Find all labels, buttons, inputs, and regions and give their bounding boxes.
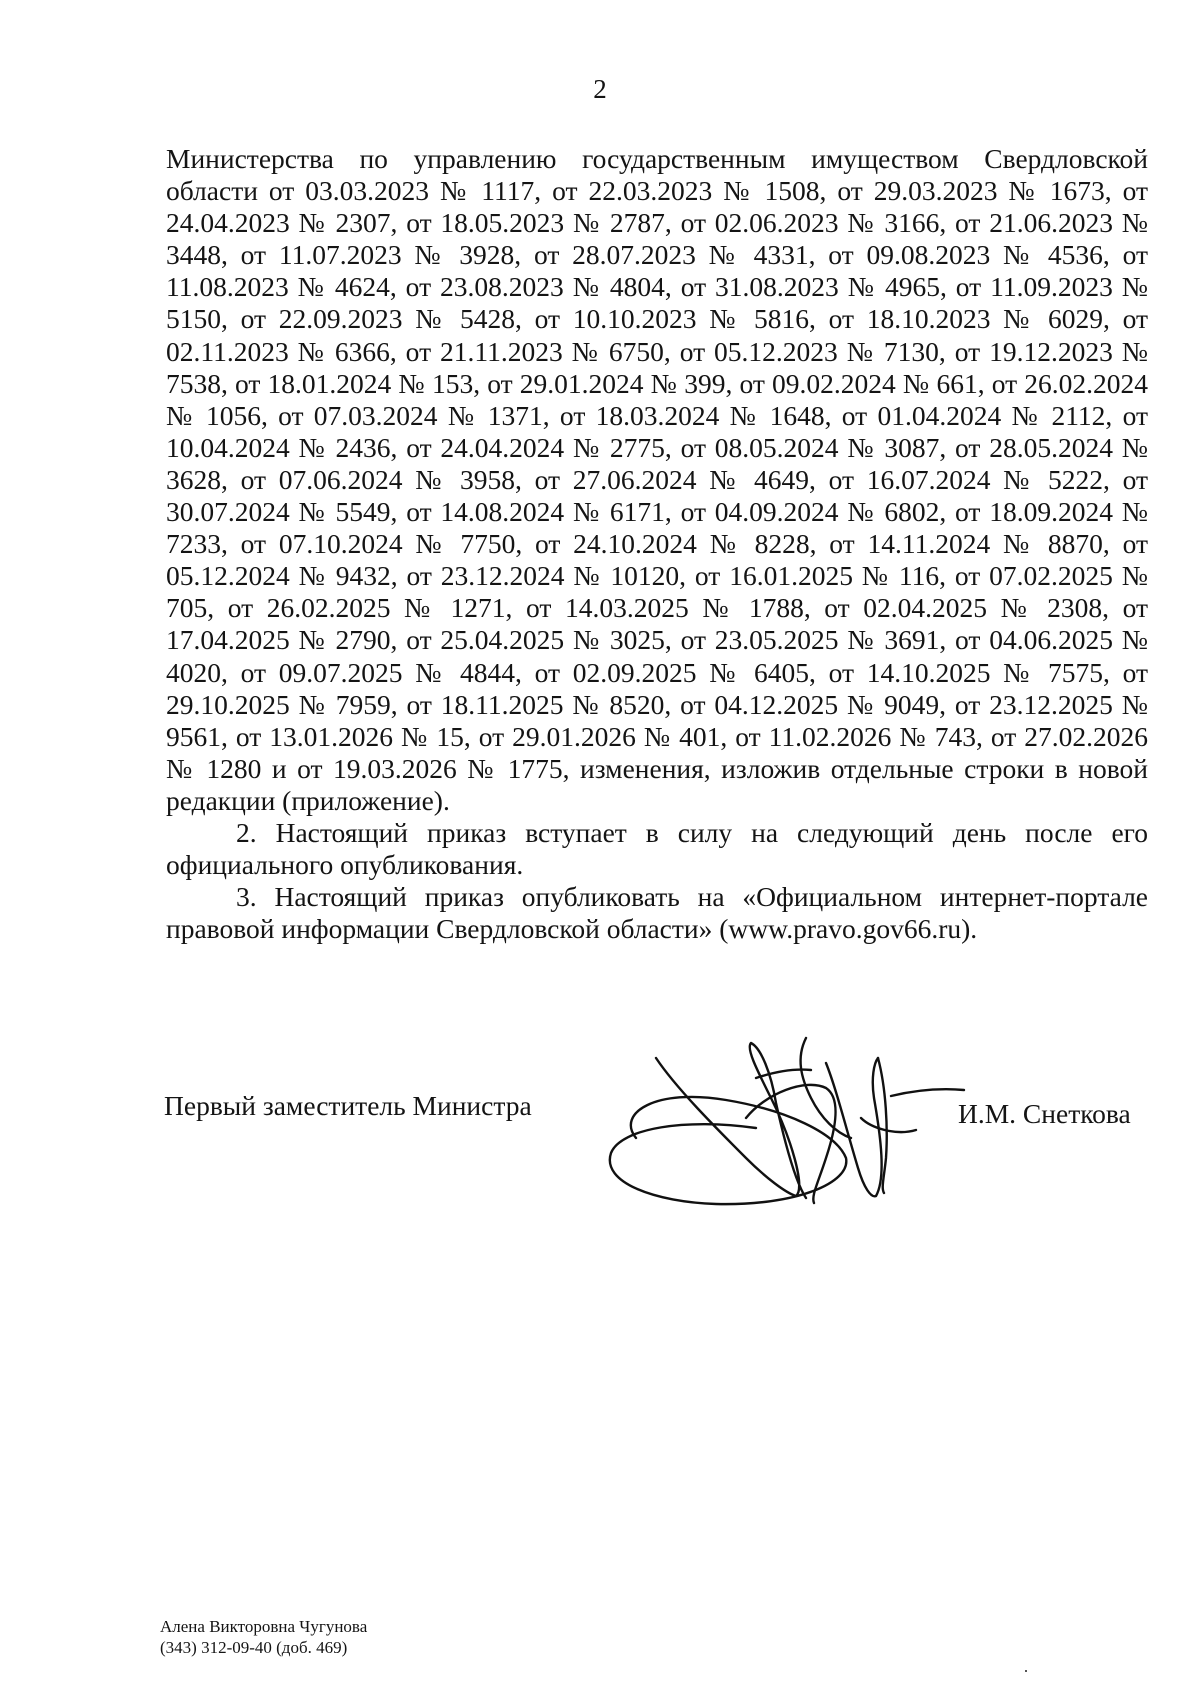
page-number: 2: [593, 74, 607, 104]
document-body: [166, 143, 1148, 945]
signer-name: И.М. Снеткова: [958, 1098, 1131, 1129]
scan-speck: [1025, 1670, 1027, 1672]
signer-title: Первый заместитель Министра: [164, 1090, 532, 1121]
executor-name: Алена Викторовна Чугунова: [160, 1617, 368, 1636]
handwritten-signature: [596, 1018, 966, 1218]
executor-info: [160, 1616, 367, 1658]
clause-3: 3. Настоящий приказ опубликовать на «Официальном интернет-портале правовой информации Свердловской области» (www.pravo.gov66.ru).: [166, 881, 1148, 945]
amendment-list-paragraph: Министерства по управлению государственным имуществом Свердловской области от 03.03.2023 № 1117, от 22.03.2023 № 1508, от 29.03.2023 № 1673, от 24.04.2023 № 2307, от 18.05.2023 № 2787, от 02.06.2023 № 3166, от 21.06.2023 № 3448, от 11.07.2023 № 3928, от 28.07.2023 № 4331, от 09.08.2023 № 4536, от 11.08.2023 № 4624, от 23.08.2023 № 4804, от 31.08.2023 № 4965, от 11.09.2023 № 5150, от 22.09.2023 № 5428, от 10.10.2023 № 5816, от 18.10.2023 № 6029, от 02.11.2023 № 6366, от 21.11.2023 № 6750, от 05.12.2023 № 7130, от 19.12.2023 № 7538, от 18.01.2024 № 153, от 29.01.2024 № 399, от 09.02.2024 № 661, от 26.02.2024 № 1056, от 07.03.2024 № 1371, от 18.03.2024 № 1648, от 01.04.2024 № 2112, от 10.04.2024 № 2436, от 24.04.2024 № 2775, от 08.05.2024 № 3087, от 28.05.2024 № 3628, от 07.06.2024 № 3958, от 27.06.2024 № 4649, от 16.07.2024 № 5222, от 30.07.2024 № 5549, от 14.08.2024 № 6171, от 04.09.2024 № 6802, от 18.09.2024 № 7233, от 07.10.2024 № 7750, от 24.10.2024 № 8228, от 14.11.2024 № 8870, от 05.12.2024 № 9432, от 23.12.2024 № 10120, от 16.01.2025 № 116, от 07.02.2025 № 705, от 26.02.2025 № 1271, от 14.03.2025 № 1788, от 02.04.2025 № 2308, от 17.04.2025 № 2790, от 25.04.2025 № 3025, от 23.05.2025 № 3691, от 04.06.2025 № 4020, от 09.07.2025 № 4844, от 02.09.2025 № 6405, от 14.10.2025 № 7575, от 29.10.2025 № 7959, от 18.11.2025 № 8520, от 04.12.2025 № 9049, от 23.12.2025 № 9561, от 13.01.2026 № 15, от 29.01.2026 № 401, от 11.02.2026 № 743, от 27.02.2026 № 1280 и от 19.03.2026 № 1775, изменения, изложив отдельные строки в новой редакции (приложение).: [166, 143, 1148, 816]
executor-phone: (343) 312-09-40 (доб. 469): [160, 1638, 348, 1657]
clause-2: 2. Настоящий приказ вступает в силу на следующий день после его официального опубликования.: [166, 816, 1148, 881]
